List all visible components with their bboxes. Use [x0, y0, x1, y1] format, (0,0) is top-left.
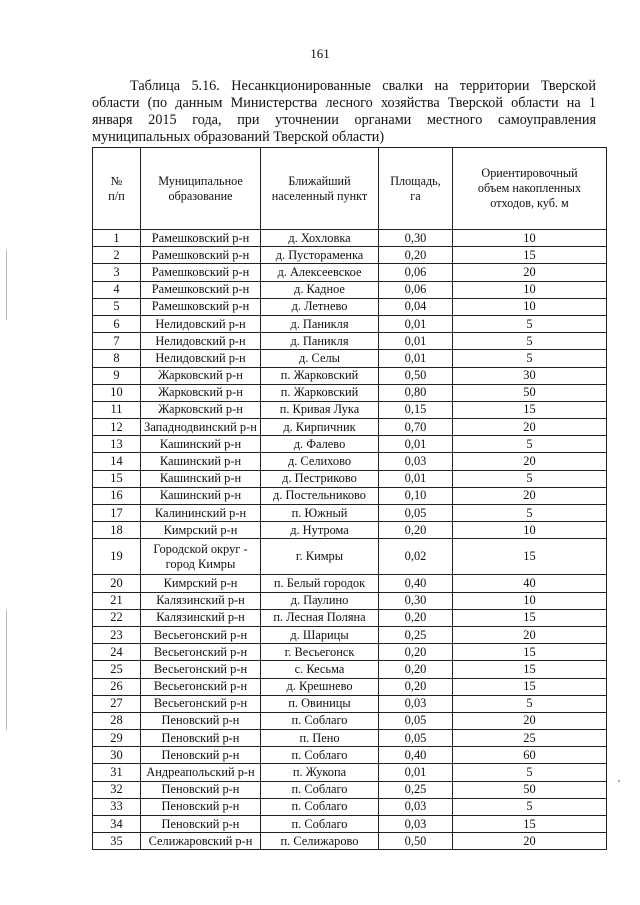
cell-area: 0,20 — [379, 644, 453, 661]
cell-number: 25 — [93, 661, 141, 678]
cell-municipality: Кашинский р-н — [141, 487, 261, 504]
cell-area: 0,20 — [379, 678, 453, 695]
cell-volume: 5 — [453, 436, 607, 453]
cell-number: 27 — [93, 695, 141, 712]
header-area: Площадь, га — [379, 148, 453, 230]
cell-area: 0,40 — [379, 747, 453, 764]
cell-volume: 20 — [453, 833, 607, 850]
cell-settlement: д. Пустораменка — [261, 247, 379, 264]
cell-number: 1 — [93, 230, 141, 247]
cell-number: 11 — [93, 401, 141, 418]
cell-volume: 50 — [453, 781, 607, 798]
cell-volume: 10 — [453, 298, 607, 315]
cell-settlement: д. Селы — [261, 350, 379, 367]
cell-number: 16 — [93, 487, 141, 504]
cell-number: 28 — [93, 712, 141, 729]
cell-volume: 50 — [453, 384, 607, 401]
cell-area: 0,25 — [379, 781, 453, 798]
cell-area: 0,50 — [379, 367, 453, 384]
cell-municipality: Пеновский р-н — [141, 747, 261, 764]
header-settlement: Ближайший населенный пункт — [261, 148, 379, 230]
table-row — [93, 453, 607, 470]
cell-number: 19 — [93, 539, 141, 575]
cell-settlement: с. Кесьма — [261, 661, 379, 678]
cell-municipality: Весьегонский р-н — [141, 626, 261, 643]
cell-number: 21 — [93, 592, 141, 609]
table-row — [93, 315, 607, 332]
table-row — [93, 505, 607, 522]
cell-volume: 5 — [453, 333, 607, 350]
table-row — [93, 247, 607, 264]
cell-area: 0,02 — [379, 539, 453, 575]
cell-number: 26 — [93, 678, 141, 695]
table-row — [93, 781, 607, 798]
table-row — [93, 470, 607, 487]
cell-volume: 5 — [453, 764, 607, 781]
table-row — [93, 436, 607, 453]
cell-area: 0,06 — [379, 264, 453, 281]
cell-municipality: Жарковский р-н — [141, 367, 261, 384]
table-row — [93, 230, 607, 247]
cell-number: 10 — [93, 384, 141, 401]
cell-municipality: Весьегонский р-н — [141, 695, 261, 712]
cell-area: 0,80 — [379, 384, 453, 401]
scan-speck — [618, 780, 620, 782]
cell-settlement: п. Лесная Поляна — [261, 609, 379, 626]
table-row — [93, 487, 607, 504]
table-row — [93, 798, 607, 815]
cell-number: 23 — [93, 626, 141, 643]
cell-number: 35 — [93, 833, 141, 850]
cell-settlement: г. Весьегонск — [261, 644, 379, 661]
cell-volume: 10 — [453, 592, 607, 609]
cell-volume: 20 — [453, 626, 607, 643]
cell-area: 0,20 — [379, 609, 453, 626]
cell-number: 15 — [93, 470, 141, 487]
cell-number: 32 — [93, 781, 141, 798]
cell-number: 22 — [93, 609, 141, 626]
cell-settlement: п. Белый городок — [261, 575, 379, 592]
cell-municipality: Кимрский р-н — [141, 522, 261, 539]
cell-settlement: д. Кадное — [261, 281, 379, 298]
cell-area: 0,30 — [379, 592, 453, 609]
table-row — [93, 575, 607, 592]
cell-area: 0,20 — [379, 522, 453, 539]
cell-settlement: п. Селижарово — [261, 833, 379, 850]
cell-settlement: п. Пено — [261, 730, 379, 747]
table-row — [93, 264, 607, 281]
cell-area: 0,01 — [379, 470, 453, 487]
cell-volume: 5 — [453, 695, 607, 712]
cell-area: 0,20 — [379, 247, 453, 264]
cell-area: 0,05 — [379, 505, 453, 522]
table-row — [93, 609, 607, 626]
cell-municipality: Калязинский р-н — [141, 609, 261, 626]
cell-volume: 40 — [453, 575, 607, 592]
dumps-table — [92, 147, 607, 850]
table-row — [93, 419, 607, 436]
cell-volume: 10 — [453, 230, 607, 247]
cell-area: 0,03 — [379, 816, 453, 833]
table-row — [93, 816, 607, 833]
cell-volume: 10 — [453, 522, 607, 539]
cell-volume: 20 — [453, 487, 607, 504]
cell-number: 4 — [93, 281, 141, 298]
cell-volume: 60 — [453, 747, 607, 764]
table-row — [93, 678, 607, 695]
cell-area: 0,03 — [379, 453, 453, 470]
cell-volume: 15 — [453, 644, 607, 661]
cell-municipality: Рамешковский р-н — [141, 230, 261, 247]
cell-municipality: Калининский р-н — [141, 505, 261, 522]
cell-municipality: Пеновский р-н — [141, 781, 261, 798]
cell-municipality: Пеновский р-н — [141, 730, 261, 747]
table-row — [93, 350, 607, 367]
table-header-row — [93, 148, 607, 230]
cell-area: 0,03 — [379, 798, 453, 815]
cell-settlement: п. Жарковский — [261, 384, 379, 401]
table-row — [93, 592, 607, 609]
cell-number: 17 — [93, 505, 141, 522]
cell-settlement: д. Хохловка — [261, 230, 379, 247]
cell-volume: 15 — [453, 816, 607, 833]
cell-settlement: д. Алексеевское — [261, 264, 379, 281]
cell-municipality: Весьегонский р-н — [141, 678, 261, 695]
cell-volume: 10 — [453, 281, 607, 298]
cell-number: 12 — [93, 419, 141, 436]
cell-area: 0,01 — [379, 350, 453, 367]
header-volume: Ориентировочный объем накопленных отходов, куб. м — [453, 148, 607, 230]
cell-area: 0,05 — [379, 730, 453, 747]
cell-municipality: Рамешковский р-н — [141, 281, 261, 298]
table-row — [93, 730, 607, 747]
cell-municipality: Рамешковский р-н — [141, 264, 261, 281]
cell-settlement: д. Постельниково — [261, 487, 379, 504]
cell-municipality: Кашинский р-н — [141, 470, 261, 487]
cell-area: 0,15 — [379, 401, 453, 418]
cell-municipality: Жарковский р-н — [141, 384, 261, 401]
page-number: 161 — [310, 46, 330, 61]
cell-area: 0,20 — [379, 661, 453, 678]
cell-number: 13 — [93, 436, 141, 453]
cell-settlement: п. Соблаго — [261, 798, 379, 815]
table-row — [93, 281, 607, 298]
cell-settlement: г. Кимры — [261, 539, 379, 575]
cell-municipality: Кашинский р-н — [141, 436, 261, 453]
cell-volume: 5 — [453, 350, 607, 367]
table-row — [93, 367, 607, 384]
cell-settlement: п. Соблаго — [261, 747, 379, 764]
cell-settlement: п. Соблаго — [261, 816, 379, 833]
cell-settlement: д. Паулино — [261, 592, 379, 609]
cell-number: 29 — [93, 730, 141, 747]
cell-municipality: Кимрский р-н — [141, 575, 261, 592]
cell-area: 0,06 — [379, 281, 453, 298]
cell-number: 34 — [93, 816, 141, 833]
cell-area: 0,10 — [379, 487, 453, 504]
cell-settlement: д. Селихово — [261, 453, 379, 470]
cell-volume: 15 — [453, 247, 607, 264]
cell-number: 6 — [93, 315, 141, 332]
table-caption: Таблица 5.16. Несанкционированные свалки на территории Тверской области (по данным Министерства лесного хозяйства Тверской области на 1 января 2015 года, при уточнении органами местного самоуправления муниципальных образований Тверской области) — [92, 78, 596, 145]
cell-number: 3 — [93, 264, 141, 281]
cell-volume: 5 — [453, 315, 607, 332]
table-row — [93, 333, 607, 350]
cell-area: 0,40 — [379, 575, 453, 592]
cell-number: 18 — [93, 522, 141, 539]
cell-municipality: Пеновский р-н — [141, 798, 261, 815]
cell-volume: 5 — [453, 798, 607, 815]
cell-municipality: Жарковский р-н — [141, 401, 261, 418]
cell-volume: 15 — [453, 609, 607, 626]
table-row — [93, 661, 607, 678]
table-row — [93, 298, 607, 315]
cell-area: 0,01 — [379, 315, 453, 332]
table-row — [93, 764, 607, 781]
cell-number: 33 — [93, 798, 141, 815]
cell-volume: 15 — [453, 539, 607, 575]
cell-municipality: Нелидовский р-н — [141, 333, 261, 350]
cell-settlement: д. Кирпичник — [261, 419, 379, 436]
cell-area: 0,01 — [379, 333, 453, 350]
table-row — [93, 626, 607, 643]
cell-volume: 15 — [453, 661, 607, 678]
table-row — [93, 644, 607, 661]
cell-municipality: Городской округ - город Кимры — [141, 539, 261, 575]
cell-municipality: Весьегонский р-н — [141, 644, 261, 661]
cell-settlement: д. Паникля — [261, 333, 379, 350]
table-row — [93, 522, 607, 539]
cell-municipality: Пеновский р-н — [141, 712, 261, 729]
cell-number: 14 — [93, 453, 141, 470]
table-row — [93, 401, 607, 418]
cell-settlement: д. Нутрома — [261, 522, 379, 539]
margin-scan-mark — [6, 250, 7, 320]
table-row — [93, 833, 607, 850]
cell-settlement: п. Южный — [261, 505, 379, 522]
header-number: № п/п — [93, 148, 141, 230]
cell-settlement: п. Жарковский — [261, 367, 379, 384]
cell-municipality: Нелидовский р-н — [141, 315, 261, 332]
cell-settlement: д. Шарицы — [261, 626, 379, 643]
cell-settlement: п. Соблаго — [261, 712, 379, 729]
header-municipality: Муниципальное образование — [141, 148, 261, 230]
cell-municipality: Рамешковский р-н — [141, 298, 261, 315]
cell-municipality: Рамешковский р-н — [141, 247, 261, 264]
cell-volume: 20 — [453, 712, 607, 729]
cell-area: 0,50 — [379, 833, 453, 850]
cell-volume: 5 — [453, 505, 607, 522]
cell-municipality: Весьегонский р-н — [141, 661, 261, 678]
cell-settlement: д. Фалево — [261, 436, 379, 453]
cell-area: 0,30 — [379, 230, 453, 247]
cell-number: 31 — [93, 764, 141, 781]
table-row — [93, 747, 607, 764]
cell-number: 9 — [93, 367, 141, 384]
margin-scan-mark — [6, 610, 7, 730]
cell-municipality: Калязинский р-н — [141, 592, 261, 609]
cell-number: 5 — [93, 298, 141, 315]
cell-settlement: п. Кривая Лука — [261, 401, 379, 418]
cell-settlement: п. Овиницы — [261, 695, 379, 712]
cell-settlement: п. Соблаго — [261, 781, 379, 798]
cell-number: 8 — [93, 350, 141, 367]
cell-area: 0,70 — [379, 419, 453, 436]
cell-area: 0,01 — [379, 436, 453, 453]
cell-area: 0,03 — [379, 695, 453, 712]
cell-number: 30 — [93, 747, 141, 764]
table-row — [93, 539, 607, 575]
table-row — [93, 384, 607, 401]
cell-municipality: Селижаровский р-н — [141, 833, 261, 850]
cell-municipality: Андреапольский р-н — [141, 764, 261, 781]
cell-volume: 15 — [453, 678, 607, 695]
cell-municipality: Западнодвинский р-н — [141, 419, 261, 436]
cell-municipality: Кашинский р-н — [141, 453, 261, 470]
cell-settlement: д. Пестриково — [261, 470, 379, 487]
cell-volume: 20 — [453, 419, 607, 436]
cell-volume: 5 — [453, 470, 607, 487]
cell-area: 0,01 — [379, 764, 453, 781]
cell-settlement: д. Паникля — [261, 315, 379, 332]
cell-area: 0,25 — [379, 626, 453, 643]
cell-number: 20 — [93, 575, 141, 592]
cell-area: 0,05 — [379, 712, 453, 729]
cell-volume: 20 — [453, 264, 607, 281]
cell-number: 24 — [93, 644, 141, 661]
cell-number: 2 — [93, 247, 141, 264]
cell-area: 0,04 — [379, 298, 453, 315]
cell-volume: 30 — [453, 367, 607, 384]
cell-volume: 20 — [453, 453, 607, 470]
cell-municipality: Нелидовский р-н — [141, 350, 261, 367]
cell-number: 7 — [93, 333, 141, 350]
cell-settlement: д. Летнево — [261, 298, 379, 315]
cell-settlement: д. Крешнево — [261, 678, 379, 695]
cell-volume: 15 — [453, 401, 607, 418]
table-row — [93, 695, 607, 712]
table-row — [93, 712, 607, 729]
cell-volume: 25 — [453, 730, 607, 747]
cell-settlement: п. Жукопа — [261, 764, 379, 781]
cell-municipality: Пеновский р-н — [141, 816, 261, 833]
